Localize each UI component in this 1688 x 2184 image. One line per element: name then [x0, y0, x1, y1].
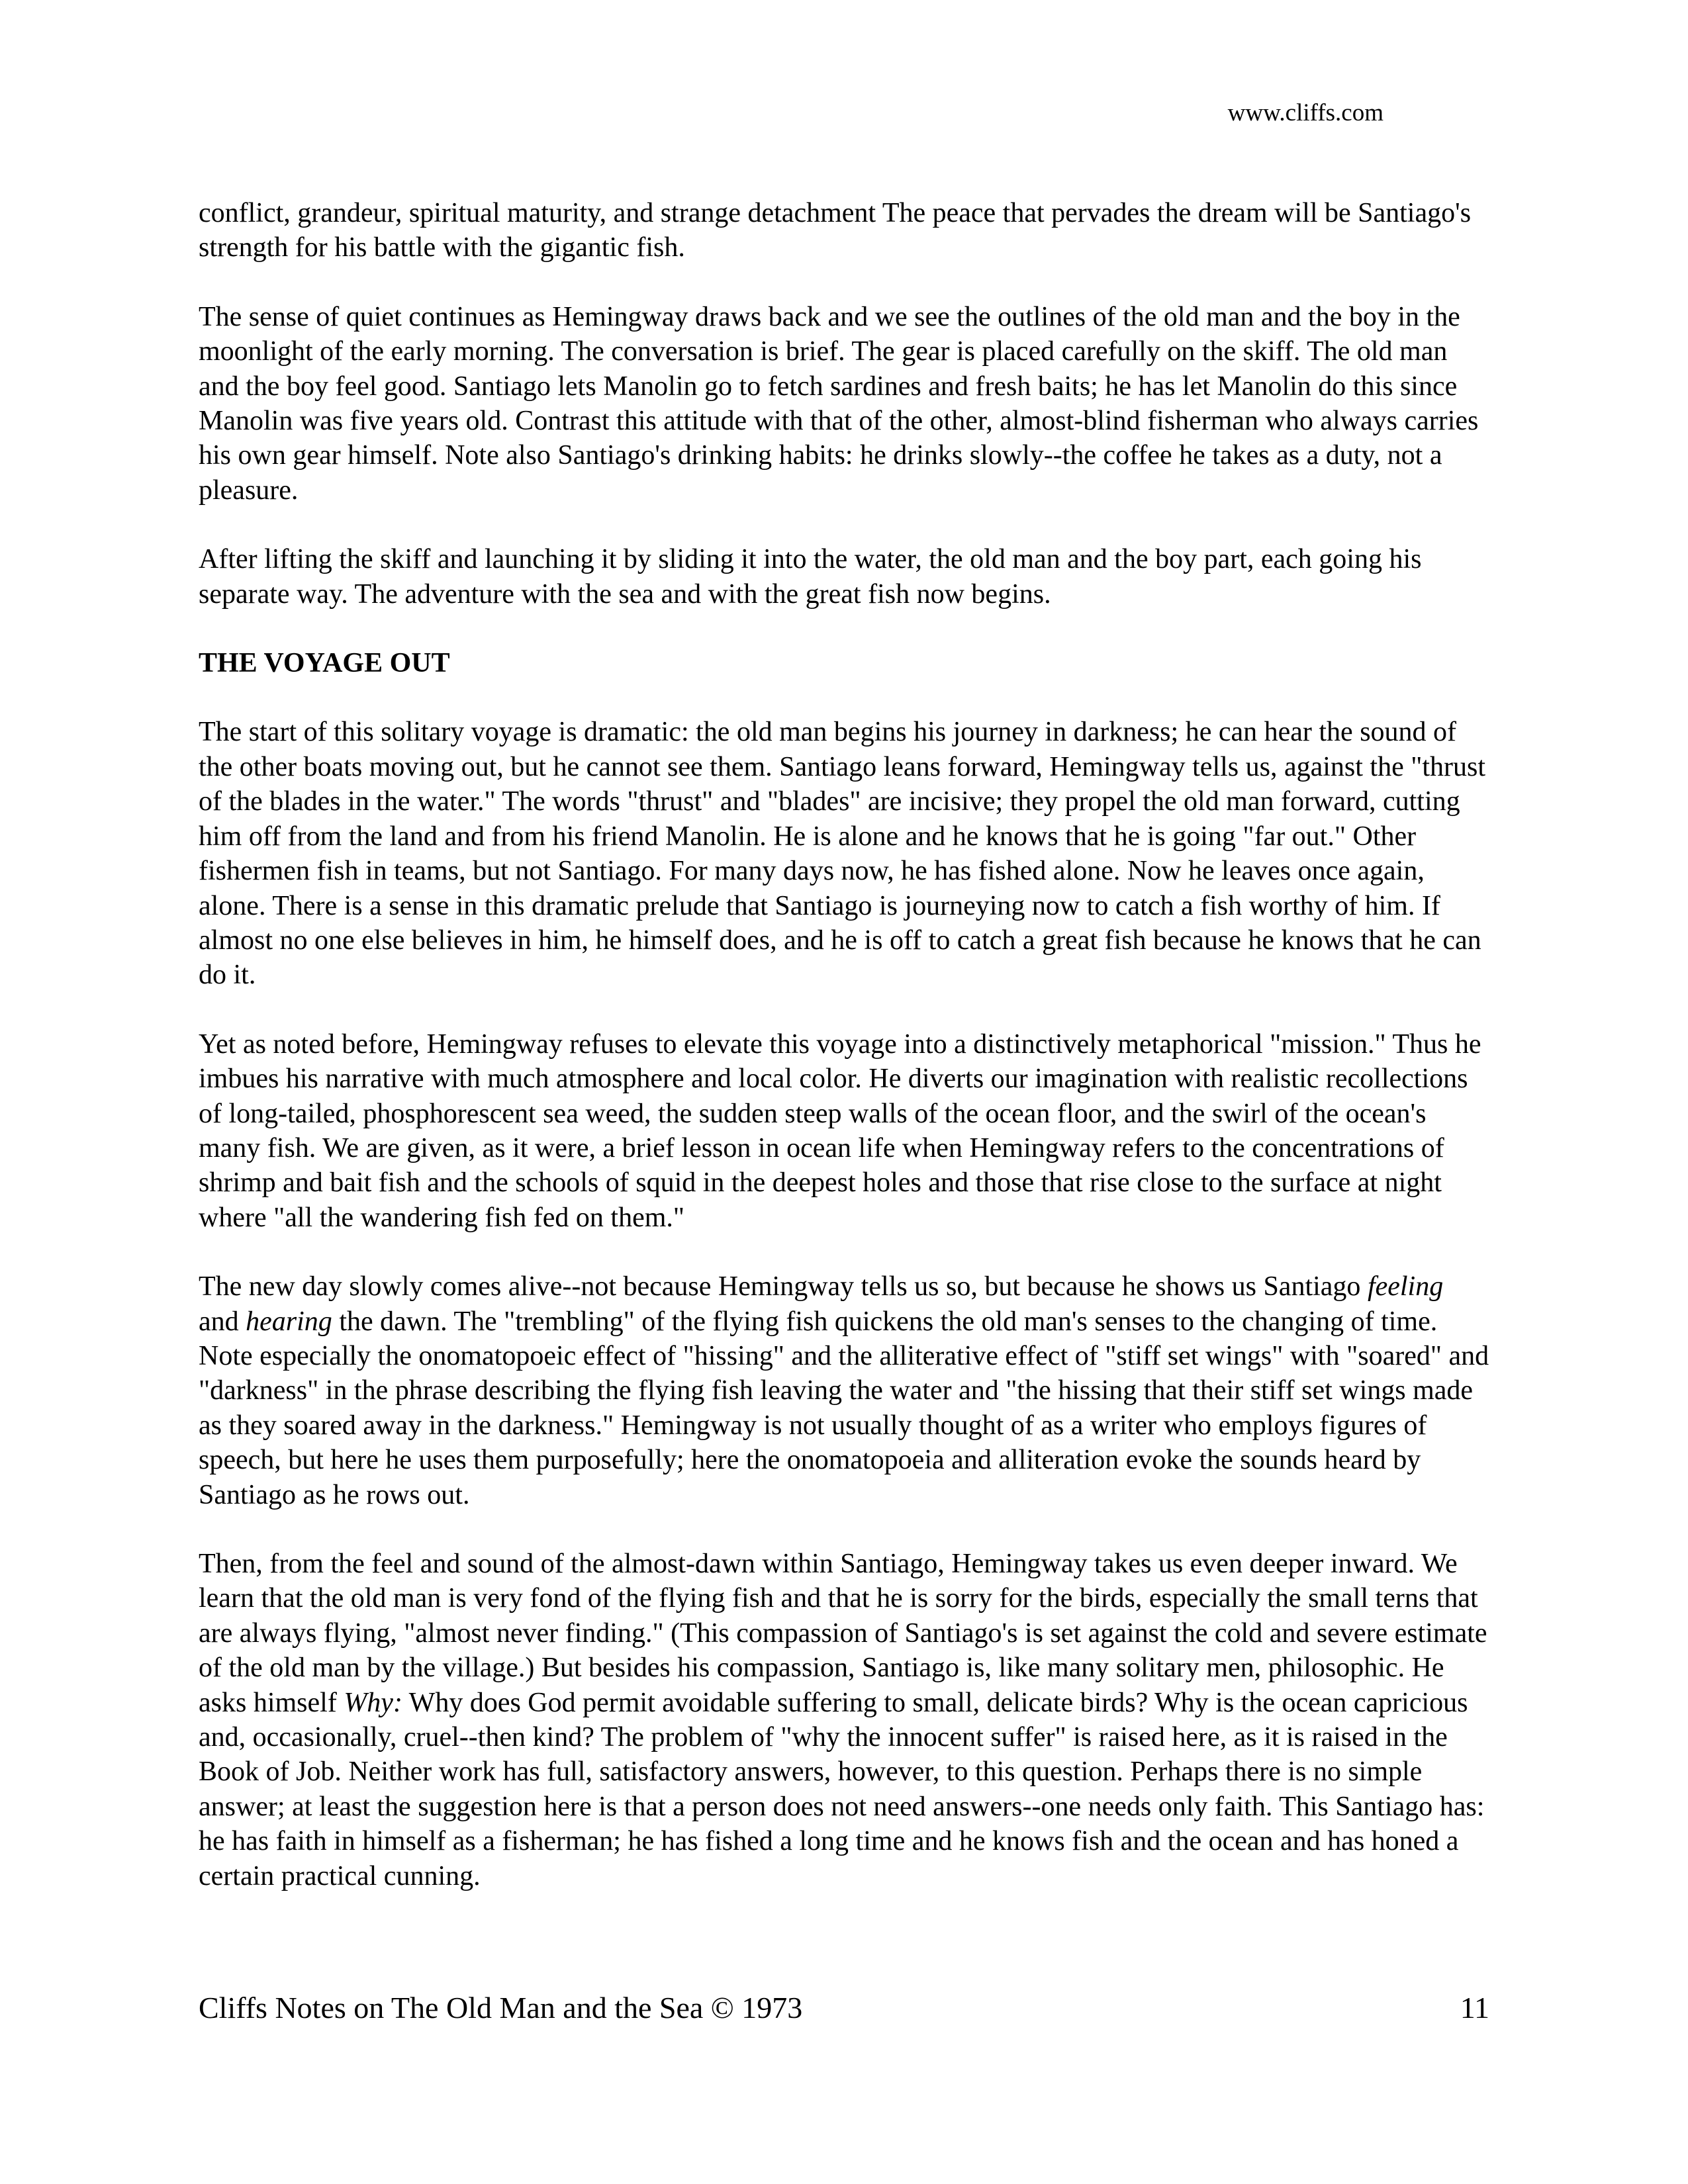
text-run: Then, from the feel and sound of the almost-dawn within Santiago, Hemingway takes us even deeper inward. We learn that the old man is very fond of the flying fish and that he is sorry for the birds, especially the small terns that are always flying, "almost never finding." (This compassion of Santiago's is set against the cold and severe estimate of the old man by the village.) But besides his compassion, Santiago is, like many solitary men, philosophic. He asks himself	[199, 1549, 1487, 1718]
header-url: www.cliffs.com	[1227, 99, 1383, 126]
emphasis-why: Why:	[344, 1687, 402, 1718]
paragraph-5: Yet as noted before, Hemingway refuses to elevate this voyage into a distinctively metaphorical "mission." Thus he imbues his narrative with much atmosphere and local color. He diverts our imagination with realistic recollections of long-tailed, phosphorescent sea weed, the sudden steep walls of the ocean floor, and the swirl of the ocean's many fish. We are given, as it were, a brief lesson in ocean life when Hemingway refers to the concentrations of shrimp and bait fish and the schools of squid in the deepest holes and those that rise close to the surface at night where "all the wandering fish fed on them."	[199, 1028, 1481, 1233]
text-run: and	[199, 1306, 246, 1337]
text-run: The new day slowly comes alive--not because Hemingway tells us so, but because he shows us Santiago	[199, 1271, 1368, 1302]
text-run: Why does God permit avoidable suffering to small, delicate birds? Why is the ocean capricious and, occasionally, cruel--then kind? The problem of "why the innocent suffer" is raised here, as it is raised in the Book of Job. Neither work has full, satisfactory answers, however, to this question. Perhaps there is no simple answer; at least the suggestion here is that a person does not need answers--one needs only faith. This Santiago has: he has faith in himself as a fisherman; he has fished a long time and he knows fish and the ocean and has honed a certain practical cunning.	[199, 1687, 1485, 1891]
paragraph-6	[199, 1269, 1489, 1512]
emphasis-feeling: feeling	[1367, 1271, 1444, 1302]
paragraph-7	[199, 1547, 1489, 1893]
paragraph-4: The start of this solitary voyage is dramatic: the old man begins his journey in darkness; he can hear the sound of the other boats moving out, but he cannot see them. Santiago leans forward, Hemingway tells us, against the "thrust of the blades in the water." The words "thrust" and "blades" are incisive; they propel the old man forward, cutting him off from the land and from his friend Manolin. He is alone and he knows that he is going "far out." Other fishermen fish in teams, but not Santiago. For many days now, he has fished alone. Now he leaves once again, alone. There is a sense in this dramatic prelude that Santiago is journeying now to catch a fish worthy of him. If almost no one else believes in him, he himself does, and he is off to catch a great fish because he knows that he can do it.	[199, 717, 1486, 991]
paragraph-3: After lifting the skiff and launching it by sliding it into the water, the old man and the boy part, each going his separate way. The adventure with the sea and with the great fish now begins.	[199, 544, 1422, 610]
body-text	[199, 196, 1489, 1928]
emphasis-hearing: hearing	[246, 1306, 332, 1337]
page-number: 11	[1460, 1991, 1489, 2025]
footer-title: Cliffs Notes on The Old Man and the Sea © 1973	[199, 1991, 803, 2025]
paragraph-2: The sense of quiet continues as Hemingway draws back and we see the outlines of the old man and the boy in the moonlight of the early morning. The conversation is brief. The gear is placed carefully on the skiff. The old man and the boy feel good. Santiago lets Manolin go to fetch sardines and fresh baits; he has let Manolin do this since Manolin was five years old. Contrast this attitude with that of the other, almost-blind fisherman who always carries his own gear himself. Note also Santiago's drinking habits: he drinks slowly--the coffee he takes as a duty, not a pleasure.	[199, 301, 1479, 506]
section-heading: THE VOYAGE OUT	[199, 648, 450, 679]
paragraph-1: conflict, grandeur, spiritual maturity, and strange detachment The peace that pervades the dream will be Santiago's strength for his battle with the gigantic fish.	[199, 198, 1472, 263]
text-run: the dawn. The "trembling" of the flying fish quickens the old man's senses to the changing of time. Note especially the onomatopoeic effect of "hissing" and the alliterative effect of "stiff set wings" with "soared" and "darkness" in the phrase describing the flying fish leaving the water and "the hissing that their stiff set wings made as they soared away in the darkness." Hemingway is not usually thought of as a writer who employs figures of speech, but here he uses them purposefully; here the onomatopoeia and alliteration evoke the sounds heard by Santiago as he rows out.	[199, 1306, 1489, 1510]
